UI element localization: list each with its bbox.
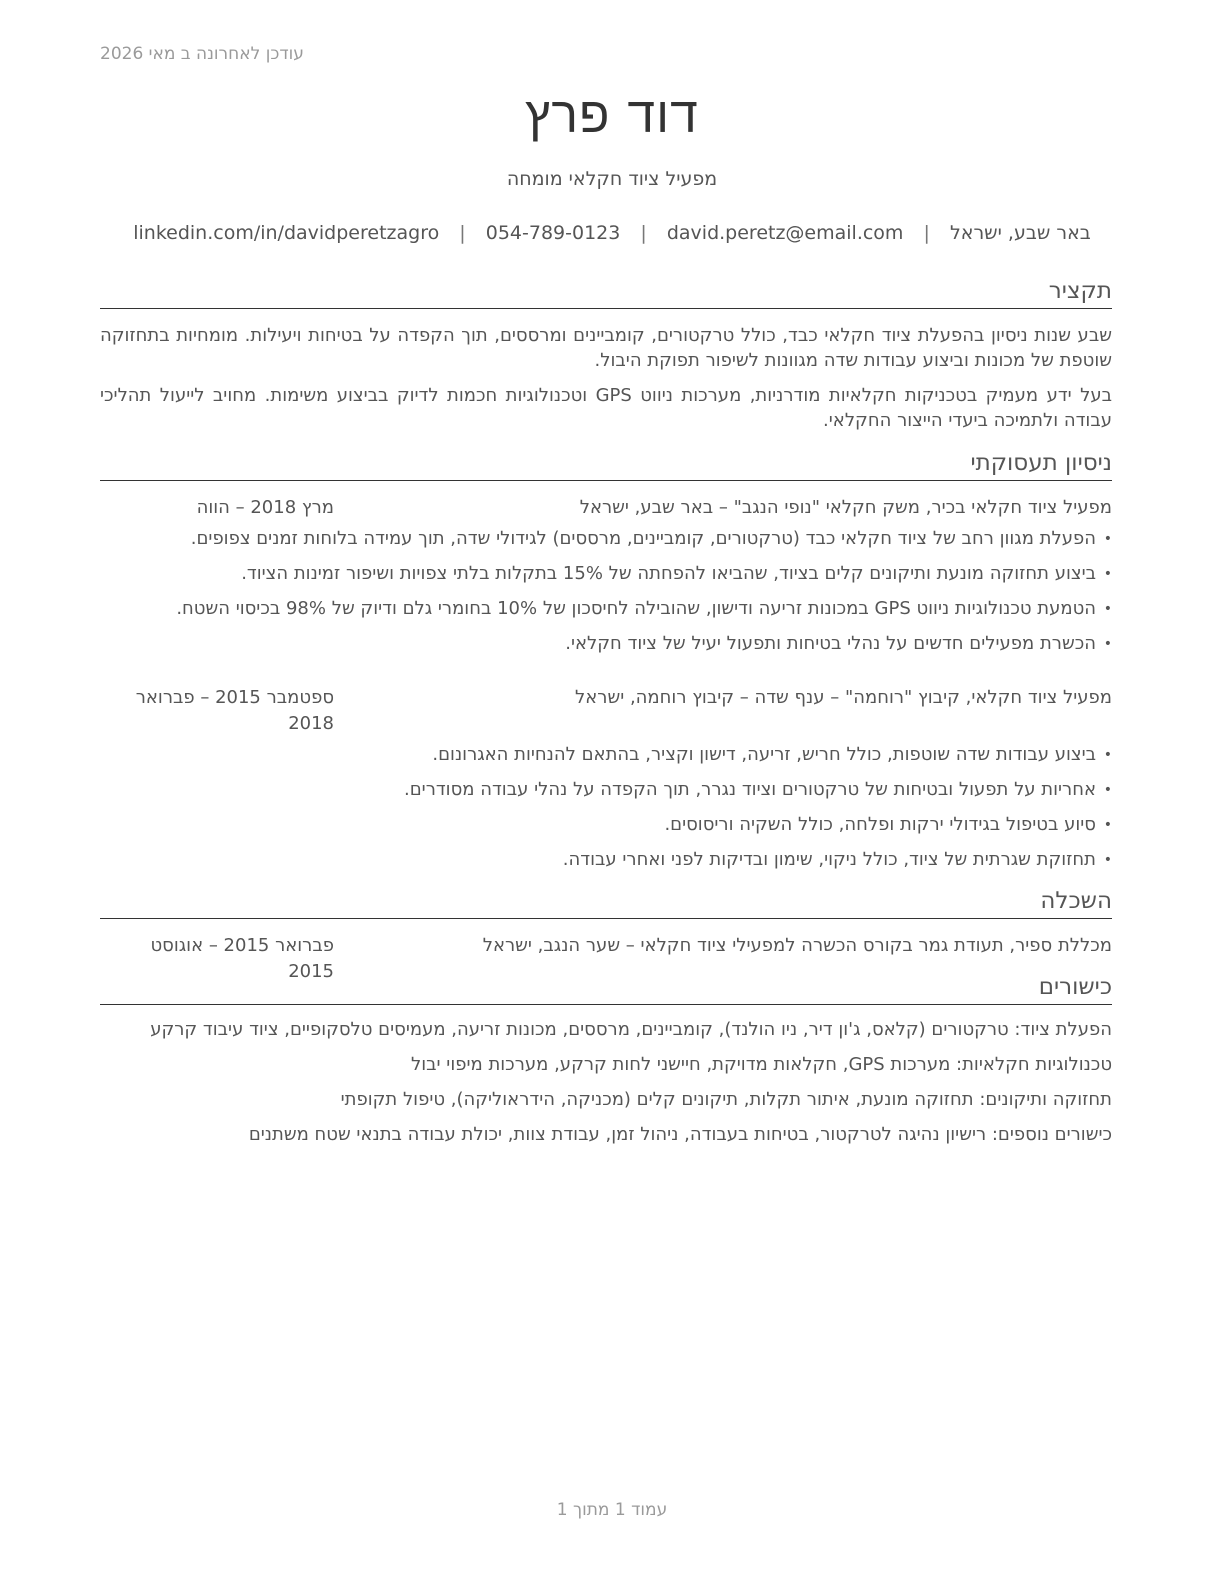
job-entry — [100, 495, 1112, 657]
list-item: • סיוע בטיפול בגידולי ירקות ופלחה, כולל השקיה וריסוסים. — [100, 812, 1112, 838]
skills-line: תחזוקה ותיקונים: תחזוקה מונעת, איתור תקלות, תיקונים קלים (מכניקה, הידראוליקה), טיפול תקופתי — [340, 1089, 1112, 1110]
job-entry — [100, 685, 1112, 873]
experience-title: ניסיון תעסוקתי — [100, 448, 1112, 481]
education-heading: מכללת ספיר, תעודת גמר בקורס הכשרה למפעילי ציוד חקלאי – שער הנגב, ישראל — [482, 935, 1112, 956]
contact-linkedin[interactable]: linkedin.com/in/davidperetzagro — [133, 222, 440, 244]
list-item: • הפעלת מגוון רחב של ציוד חקלאי כבד (טרקטורים, קומביינים, מרססים) לגידולי שדה, תוך עמידה בלוחות זמנים צפופים. — [100, 526, 1112, 552]
job-header — [100, 685, 1112, 737]
job-dates: מרץ 2018 – הווה — [196, 497, 334, 518]
candidate-name: דוד פרץ — [525, 86, 699, 144]
bullet-icon: • — [1103, 531, 1112, 547]
summary-title: תקציר — [100, 276, 1112, 309]
bullet-icon: • — [1103, 566, 1112, 582]
education-section — [100, 886, 1112, 985]
contact-separator: | — [923, 222, 930, 244]
bullet-icon: • — [1103, 747, 1112, 763]
job-bullets — [100, 742, 1112, 873]
contact-phone[interactable]: 054-789-0123 — [485, 222, 621, 244]
skills-title: כישורים — [100, 972, 1112, 1005]
job-dates: ספטמבר 2015 – פברואר 2018 — [135, 687, 334, 734]
job-bullets — [100, 526, 1112, 657]
summary-section — [100, 276, 1112, 433]
contact-separator: | — [459, 222, 466, 244]
skills-section — [100, 972, 1112, 1148]
bullet-icon: • — [1103, 782, 1112, 798]
list-item: • הכשרת מפעילים חדשים על נהלי בטיחות ותפעול יעיל של ציוד חקלאי. — [100, 631, 1112, 657]
list-item: • הטמעת טכנולוגיות ניווט GPS במכונות זריעה ודישון, שהובילה לחיסכון של 10% בחומרי גלם ודיוק של 98% בכיסוי השטח. — [100, 596, 1112, 622]
contact-email[interactable]: david.peretz@email.com — [666, 222, 904, 244]
summary-paragraph: שבע שנות ניסיון בהפעלת ציוד חקלאי כבד, כולל טרקטורים, קומביינים ומרססים, תוך הקפדה על בטיחות ויעילות. מומחיות בתחזוקה שוטפת של מכונות וביצוע עבודות שדה מגוונות לשיפור תפוקת היבול. — [100, 325, 1112, 371]
list-item: • תחזוקת שגרתית של ציוד, כולל ניקוי, שימון ובדיקות לפני ואחרי עבודה. — [100, 847, 1112, 873]
summary-paragraph: בעל ידע מעמיק בטכניקות חקלאיות מודרניות, מערכות ניווט GPS וטכנולוגיות חכמות לדיוק בביצוע משימות. מחויב לייעול תהליכי עבודה ולתמיכה ביעדי הייצור החקלאי. — [100, 385, 1113, 431]
education-title: השכלה — [100, 886, 1112, 919]
contact-line — [100, 222, 1124, 244]
skills-line: טכנולוגיות חקלאיות: מערכות GPS, חקלאות מדויקת, חיישני לחות קרקע, מערכות מיפוי יבול — [411, 1054, 1112, 1075]
candidate-headline: מפעיל ציוד חקלאי מומחה — [506, 168, 718, 190]
experience-section — [100, 448, 1112, 873]
contact-separator: | — [640, 222, 647, 244]
bullet-icon: • — [1103, 852, 1112, 868]
page-number: עמוד 1 מתוך 1 — [556, 1500, 668, 1520]
bullet-icon: • — [1103, 601, 1112, 617]
contact-location: באר שבע, ישראל — [949, 222, 1091, 244]
skills-line: כישורים נוספים: רישיון נהיגה לטרקטור, בטיחות בעבודה, ניהול זמן, עבודת צוות, יכולת עבודה בתנאי שטח משתנים — [248, 1124, 1112, 1145]
bullet-icon: • — [1103, 817, 1112, 833]
list-item: • ביצוע תחזוקה מונעת ותיקונים קלים בציוד, שהביאו להפחתה של 15% בתקלות בלתי צפויות ושיפור זמינות הציוד. — [100, 561, 1112, 587]
job-heading: מפעיל ציוד חקלאי, קיבוץ "רוחמה" – ענף שדה – קיבוץ רוחמה, ישראל — [575, 687, 1112, 708]
skills-line: הפעלת ציוד: טרקטורים (קלאס, ג'ון דיר, ניו הולנד), קומביינים, מרססים, מכונות זריעה, מעמיסים טלסקופיים, ציוד עיבוד קרקע — [150, 1019, 1112, 1040]
last-updated-note: עודכן לאחרונה ב מאי 2026 — [100, 44, 304, 64]
education-dates: פברואר 2015 – אוגוסט 2015 — [150, 935, 334, 982]
list-item: • ביצוע עבודות שדה שוטפות, כולל חריש, זריעה, דישון וקציר, בהתאם להנחיות האגרונום. — [100, 742, 1112, 768]
bullet-icon: • — [1103, 636, 1112, 652]
list-item: • אחריות על תפעול ובטיחות של טרקטורים וציוד נגרר, תוך הקפדה על נהלי עבודה מסודרים. — [100, 777, 1112, 803]
job-heading: מפעיל ציוד חקלאי בכיר, משק חקלאי "נופי הנגב" – באר שבע, ישראל — [579, 497, 1112, 518]
job-header — [100, 495, 1112, 521]
